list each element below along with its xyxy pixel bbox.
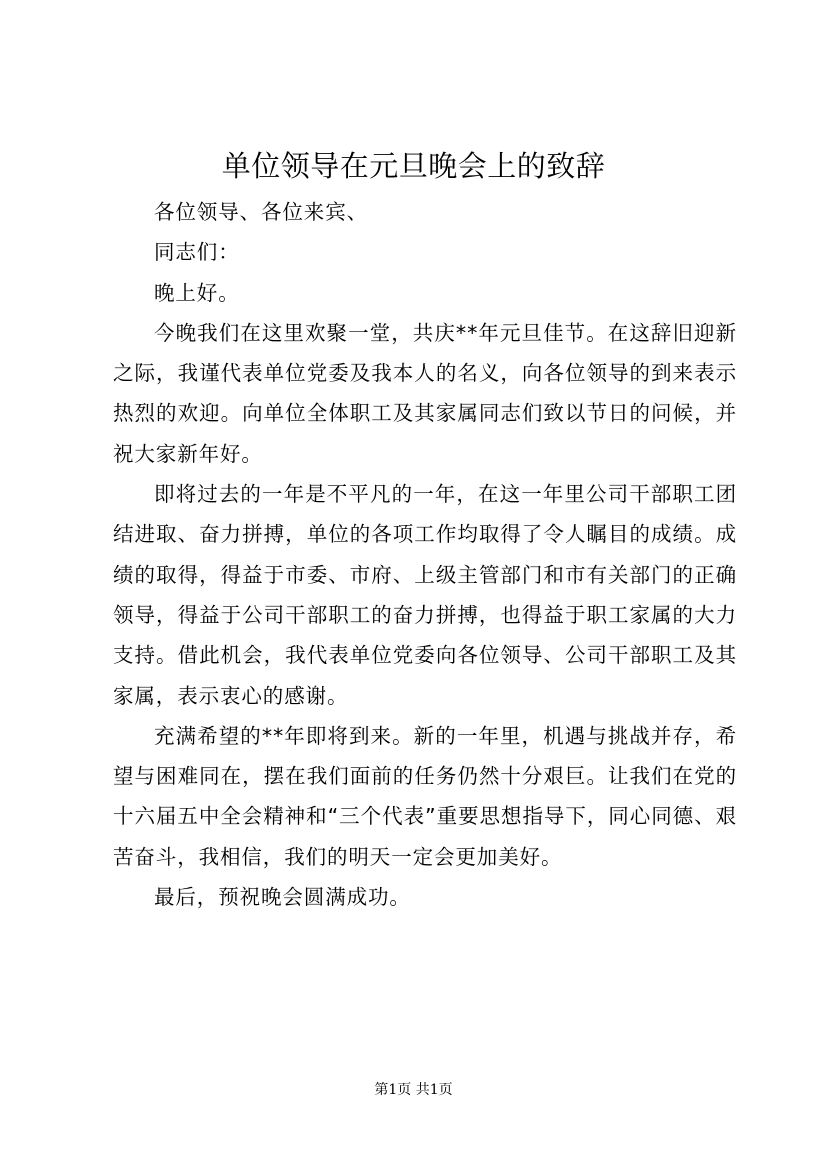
salutation-line: 各位领导、各位来宾、 [154,200,368,224]
body-paragraph: 充满希望的**年即将到来。新的一年里，机遇与挑战并存，希望与困难同在，摆在我们面前的任务仍然十分艰巨。让我们在党的十六届五中全会精神和“三个代表”重要思想指导下，同心同德、艰苦奋斗，我相信，我们的明天一定会更加美好。 [113,723,737,869]
page-number-footer: 第1页 共1页 [374,1082,453,1098]
closing-line: 最后，预祝晚会圆满成功。 [154,885,411,910]
body-paragraph: 即将过去的一年是不平凡的一年，在这一年里公司干部职工团结进取、奋力拼搏，单位的各项工作均取得了令人瞩目的成绩。成绩的取得，得益于市委、市府、上级主管部门和市有关部门的正确领导，得益于公司干部职工的奋力拼搏，也得益于职工家属的大力支持。借此机会，我代表单位党委向各位领导、公司干部职工及其家属，表示衷心的感谢。 [113,482,737,708]
body-paragraph: 今晚我们在这里欢聚一堂，共庆**年元旦佳节。在这辞旧迎新之际，我谨代表单位党委及我本人的名义，向各位领导的到来表示热烈的欢迎。向单位全体职工及其家属同志们致以节日的问候，并祝大家新年好。 [113,320,737,466]
salutation-line: 同志们： [154,240,240,265]
greeting-line: 晚上好。 [154,280,240,305]
document-title: 单位领导在元旦晚会上的致辞 [221,149,606,183]
document-body [113,192,737,917]
